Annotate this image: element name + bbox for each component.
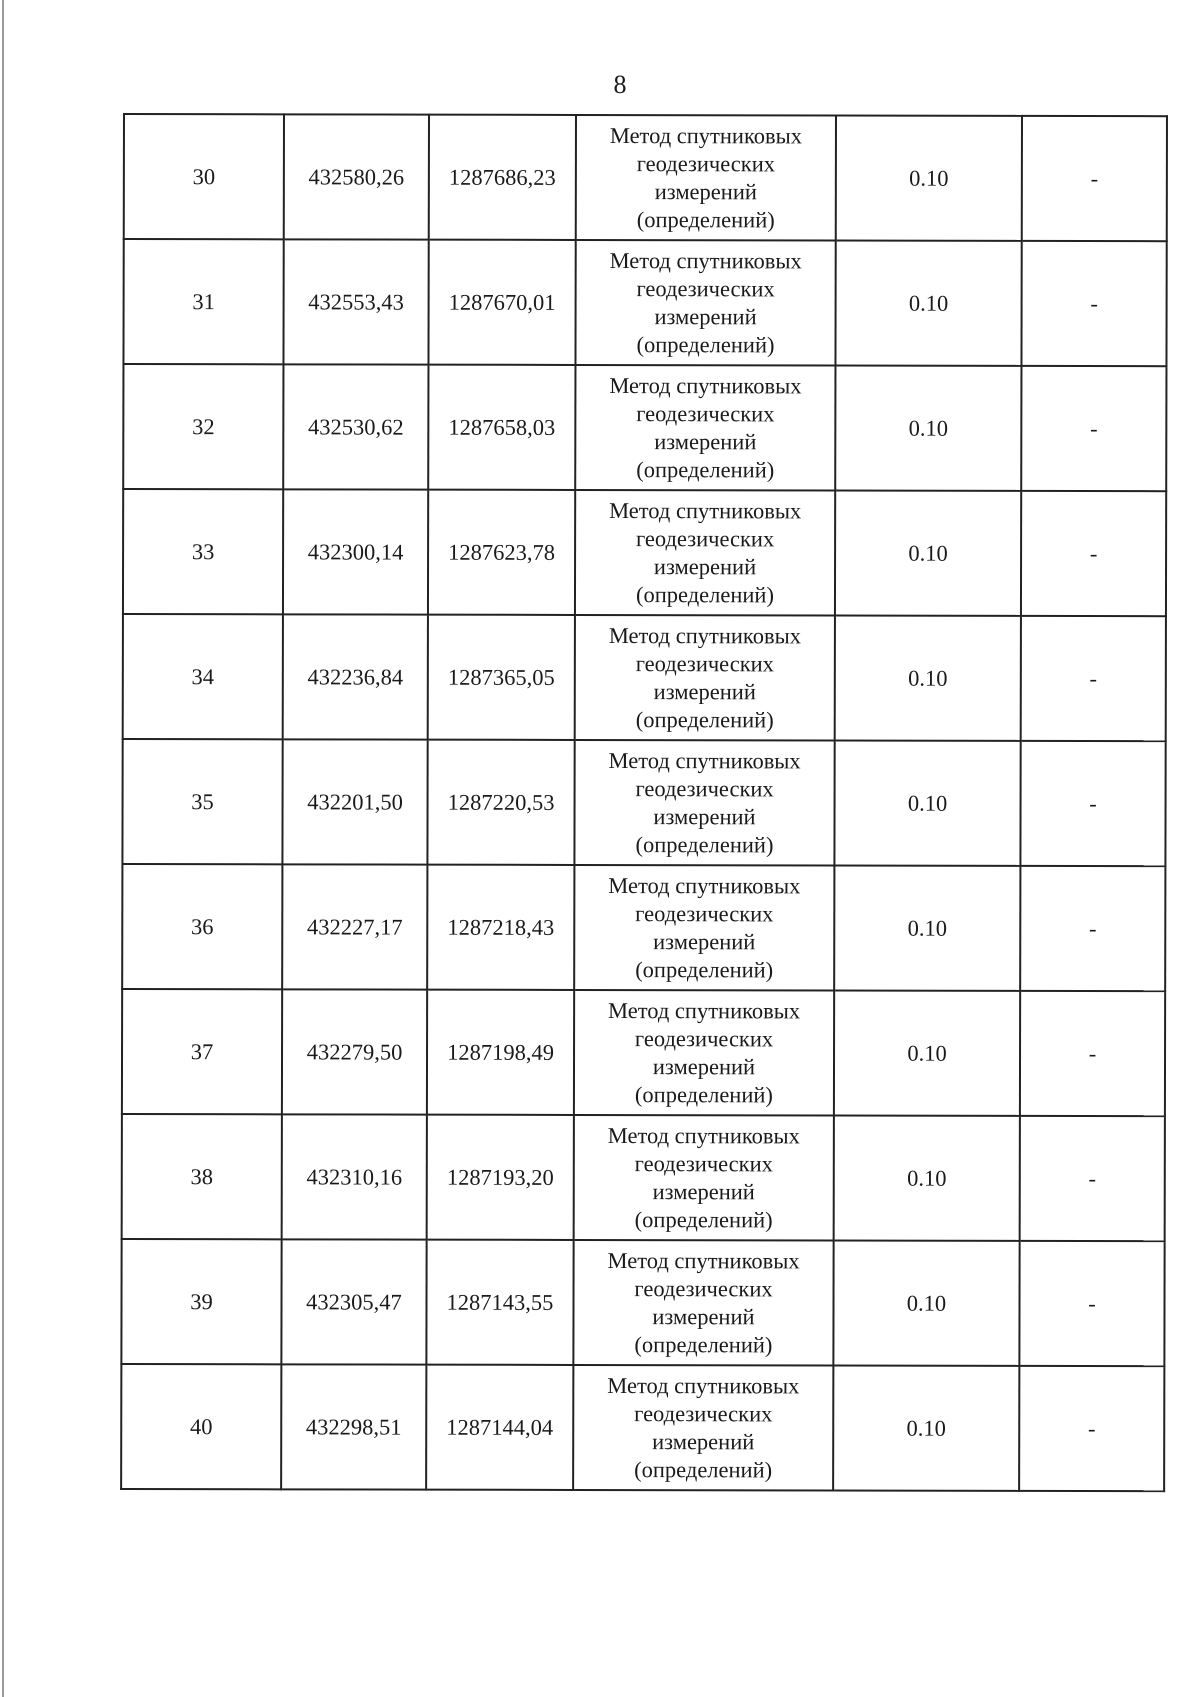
method-cell: [576, 115, 836, 241]
method-line: Метод спутниковых: [608, 872, 801, 898]
table-row: [123, 489, 1166, 616]
point-number-cell: 30: [124, 114, 284, 239]
scan-edge: [2, 0, 4, 1697]
method-line: (определений): [635, 956, 774, 982]
point-number-cell: 35: [122, 739, 282, 864]
note-cell: -: [1020, 741, 1165, 866]
method-line: Метод спутниковых: [609, 372, 802, 398]
x-coordinate-cell: 432298,51: [281, 1364, 426, 1489]
accuracy-cell: 0.10: [836, 115, 1022, 240]
note-cell: -: [1019, 1241, 1164, 1366]
method-cell: [574, 865, 834, 991]
table-row: [122, 739, 1165, 866]
x-coordinate-cell: 432236,84: [283, 614, 428, 739]
method-cell: [574, 740, 834, 866]
method-cell: [575, 490, 835, 616]
method-cell: [575, 365, 835, 491]
point-number-cell: 39: [121, 1239, 281, 1364]
y-coordinate-cell: 1287193,20: [427, 1115, 574, 1240]
point-number-cell: 33: [123, 489, 283, 614]
method-line: Метод спутниковых: [608, 997, 801, 1023]
table-row: [122, 989, 1165, 1116]
table-row: [124, 114, 1167, 241]
method-line: геодезических: [636, 400, 775, 426]
method-line: (определений): [635, 706, 774, 732]
method-line: измерений: [653, 678, 756, 704]
method-line: (определений): [635, 831, 774, 857]
table-row: [123, 364, 1166, 491]
method-line: Метод спутниковых: [608, 622, 801, 648]
point-number-cell: 37: [122, 989, 282, 1114]
method-cell: [574, 1115, 834, 1241]
table-row: [123, 614, 1166, 741]
point-number-cell: 32: [123, 364, 283, 489]
method-line: измерений: [652, 1053, 756, 1079]
method-cell: [573, 1365, 833, 1491]
point-number-cell: 36: [122, 864, 282, 989]
y-coordinate-cell: 1287143,55: [426, 1240, 573, 1365]
table-row: [123, 239, 1166, 366]
accuracy-cell: 0.10: [835, 615, 1021, 740]
y-coordinate-cell: 1287670,01: [428, 240, 575, 365]
method-cell: [574, 990, 834, 1116]
method-line: (определений): [636, 331, 775, 357]
method-line: геодезических: [636, 275, 775, 301]
method-line: измерений: [652, 1303, 755, 1329]
method-line: геодезических: [634, 1150, 773, 1176]
method-line: измерений: [654, 428, 757, 454]
method-line: измерений: [653, 803, 756, 829]
method-line: геодезических: [635, 525, 775, 551]
x-coordinate-cell: 432310,16: [282, 1114, 427, 1239]
table-row: [121, 1239, 1164, 1366]
method-line: (определений): [634, 1331, 773, 1357]
point-number-cell: 38: [122, 1114, 282, 1239]
x-coordinate-cell: 432553,43: [283, 239, 428, 364]
y-coordinate-cell: 1287686,23: [429, 115, 576, 240]
table-row: [122, 1114, 1165, 1241]
method-line: измерений: [652, 1178, 755, 1204]
note-cell: -: [1020, 991, 1165, 1116]
method-line: геодезических: [635, 650, 774, 676]
method-line: геодезических: [636, 150, 776, 176]
note-cell: -: [1022, 116, 1167, 241]
method-line: (определений): [635, 581, 775, 607]
y-coordinate-cell: 1287220,53: [427, 740, 574, 865]
method-line: Метод спутниковых: [609, 122, 803, 148]
method-line: геодезических: [635, 775, 774, 801]
method-line: измерений: [653, 928, 756, 954]
method-line: Метод спутниковых: [609, 497, 802, 523]
x-coordinate-cell: 432530,62: [283, 364, 428, 489]
method-line: (определений): [636, 456, 775, 482]
method-cell: [575, 240, 835, 366]
accuracy-cell: 0.10: [835, 365, 1021, 490]
coordinates-table: [120, 113, 1168, 1492]
method-line: Метод спутниковых: [608, 747, 801, 773]
x-coordinate-cell: 432305,47: [281, 1239, 426, 1364]
x-coordinate-cell: 432580,26: [284, 114, 429, 239]
accuracy-cell: 0.10: [834, 990, 1020, 1115]
note-cell: -: [1020, 1116, 1165, 1241]
x-coordinate-cell: 432279,50: [282, 989, 427, 1114]
y-coordinate-cell: 1287365,05: [428, 615, 575, 740]
method-line: Метод спутниковых: [607, 1372, 800, 1398]
note-cell: -: [1021, 241, 1166, 366]
y-coordinate-cell: 1287198,49: [427, 990, 574, 1115]
accuracy-cell: 0.10: [835, 490, 1021, 615]
point-number-cell: 34: [123, 614, 283, 739]
accuracy-cell: 0.10: [835, 240, 1021, 365]
x-coordinate-cell: 432201,50: [282, 739, 427, 864]
table-row: [122, 864, 1165, 991]
note-cell: -: [1021, 616, 1166, 741]
y-coordinate-cell: 1287144,04: [426, 1365, 573, 1490]
accuracy-cell: 0.10: [834, 740, 1020, 865]
coordinates-table-body: [121, 114, 1167, 1491]
method-line: измерений: [652, 1428, 755, 1454]
method-line: геодезических: [635, 900, 774, 926]
method-line: (определений): [634, 1081, 773, 1107]
x-coordinate-cell: 432300,14: [283, 489, 428, 614]
method-line: измерений: [654, 178, 757, 204]
method-line: измерений: [654, 303, 757, 329]
method-line: геодезических: [634, 1400, 773, 1426]
page-number: 8: [613, 70, 627, 99]
note-cell: -: [1019, 1366, 1164, 1491]
y-coordinate-cell: 1287218,43: [427, 865, 574, 990]
method-line: (определений): [636, 206, 775, 232]
method-line: Метод спутниковых: [607, 1122, 800, 1148]
point-number-cell: 40: [121, 1364, 281, 1489]
method-line: геодезических: [634, 1275, 773, 1301]
accuracy-cell: 0.10: [834, 865, 1020, 990]
y-coordinate-cell: 1287658,03: [428, 365, 575, 490]
accuracy-cell: 0.10: [834, 1115, 1020, 1240]
method-line: (определений): [634, 1456, 773, 1482]
method-cell: [575, 615, 835, 741]
x-coordinate-cell: 432227,17: [282, 864, 427, 989]
accuracy-cell: 0.10: [833, 1240, 1019, 1365]
note-cell: -: [1021, 491, 1166, 616]
note-cell: -: [1021, 366, 1166, 491]
method-line: геодезических: [634, 1025, 774, 1051]
note-cell: -: [1020, 866, 1165, 991]
method-line: измерений: [653, 553, 757, 579]
accuracy-cell: 0.10: [833, 1365, 1019, 1490]
table-row: [121, 1364, 1164, 1491]
point-number-cell: 31: [123, 239, 283, 364]
method-line: Метод спутниковых: [607, 1247, 800, 1273]
method-line: (определений): [634, 1206, 773, 1232]
method-line: Метод спутниковых: [609, 247, 802, 273]
method-cell: [573, 1240, 833, 1366]
y-coordinate-cell: 1287623,78: [428, 490, 575, 615]
